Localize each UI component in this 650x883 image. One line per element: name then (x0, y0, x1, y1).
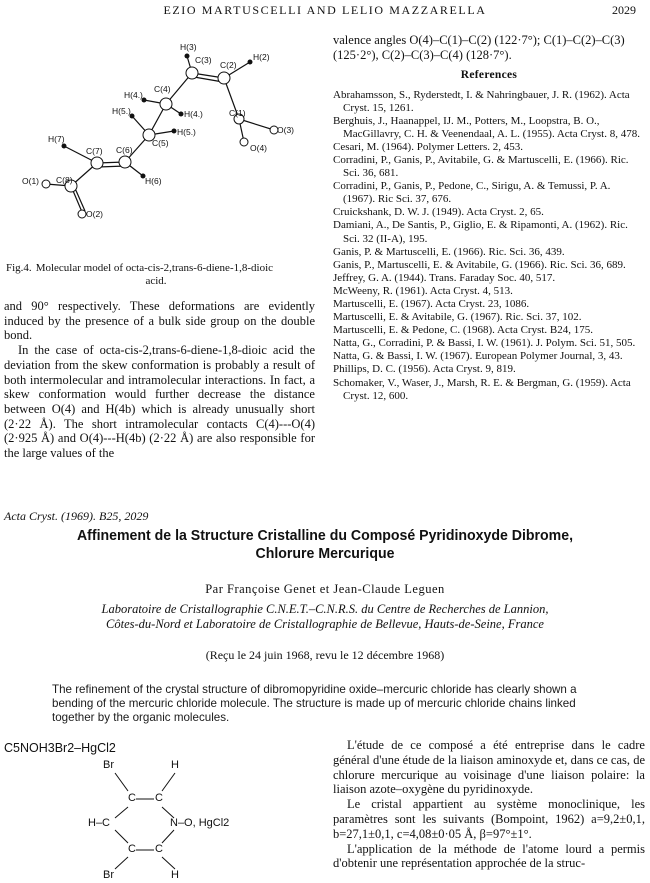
atom-label: H(5.) (177, 127, 196, 137)
paragraph: In the case of octa-cis-2,trans-6-diene-1,8-dioic acid the deviation from the skew conformation is probably a result of both intermolecular and intramolecular interactions. In fact, a skew conformation would further decrease the distance between O(4) and H(4b) which is already unusually short (2·22 Å). The short intramolecular contacts C(4)---O(4) (2·925 Å) and O(4)---H(4b) (2·22 Å) are also responsible for the large values of the (4, 343, 315, 461)
atom-h-top: H (171, 759, 179, 771)
reference-item: Abrahamsson, S., Ryderstedt, I. & Nahringbauer, J. R. (1962). Acta Cryst. 15, 1261. (333, 88, 630, 114)
caption-line: Molecular model of octa-cis-2,trans-6-diene-1,8-dioic (35, 262, 274, 274)
reference-item: Damiani, A., De Santis, P., Giglio, E. & Ripamonti, A. (1962). Ric. Sci. 32 (II-A), 195. (333, 219, 628, 245)
reference-item: Cruickshank, D. W. J. (1949). Acta Cryst. 2, 65. (333, 206, 544, 219)
atom-label: H(4.) (184, 109, 203, 119)
affiliation-line: Laboratoire de Cristallographie C.N.E.T.–C.N.R.S. du Centre de Recherches de Lannion, (101, 602, 549, 616)
atom-label: H(6) (145, 176, 162, 186)
chemical-formula: C5NOH3Br2–HgCl2 (4, 741, 116, 755)
journal-reference: Acta Cryst. (1969). B25, 2029 (4, 509, 149, 523)
page-number: 2029 (612, 3, 636, 17)
atom-label: C(7) (86, 146, 103, 156)
reference-item: Cesari, M. (1964). Polymer Letters. 2, 453. (333, 140, 524, 153)
atom-n-o-hgcl2: N–O, HgCl2 (170, 817, 230, 829)
header-authors: EZIO MARTUSCELLI AND LELIO MAZZARELLA (163, 3, 487, 17)
atom-br-bottom: Br (103, 869, 114, 881)
atom-label: C(5) (152, 138, 169, 148)
molecule-drawing (4, 34, 318, 260)
atom-label: H(7) (48, 134, 65, 144)
figure-caption (6, 262, 306, 288)
article-title (32, 527, 618, 563)
reference-item: Ganis, P. & Martuscelli, E. (1966). Ric. Sci. 36, 439. (333, 245, 565, 258)
reference-item: Phillips, D. C. (1956). Acta Cryst. 9, 819. (333, 363, 516, 376)
references-list (333, 89, 645, 403)
atom-h-bottom: H (171, 869, 179, 881)
reference-item: Martuscelli, E. & Avitabile, G. (1967). Ric. Sci. 37, 102. (333, 311, 582, 324)
atom-br-top: Br (103, 759, 114, 771)
french-body-text (333, 738, 645, 871)
running-header (0, 3, 650, 17)
atom-label: C(3) (195, 55, 212, 65)
title-line: Chlorure Mercurique (255, 545, 395, 562)
affiliation (0, 602, 650, 631)
reference-item: Natta, G., Corradini, P. & Bassi, I. W. (1961). J. Polym. Sci. 51, 505. (333, 337, 636, 350)
reference-item: Martuscelli, E. & Pedone, C. (1968). Acta Cryst. B24, 175. (333, 324, 593, 337)
caption-line: acid. (145, 275, 167, 287)
atom-label: H(4.) (124, 90, 143, 100)
article-byline: Par Françoise Genet et Jean-Claude Leguen (205, 582, 445, 596)
molecular-model-figure (4, 34, 318, 260)
atom-c: C (128, 792, 136, 804)
reference-item: Schomaker, V., Waser, J., Marsh, R. E. & Bergman, G. (1959). Acta Cryst. 12, 600. (333, 376, 631, 402)
abstract: The refinement of the crystal structure of dibromopyridine oxide–mercuric chloride has clearly shown a bending of the mercuric chloride molecule. The structure is made up of mercuric chloride chains linked together by the organic molecules. (52, 683, 577, 724)
atom-label: O(3) (277, 125, 294, 135)
reference-item: Martuscelli, E. (1967). Acta Cryst. 23, 1086. (333, 298, 530, 310)
left-column-text (4, 299, 315, 461)
reference-item: McWeeny, R. (1961). Acta Cryst. 4, 513. (333, 284, 513, 297)
atom-c: C (155, 792, 163, 804)
atom-label: C(4) (154, 84, 171, 94)
affiliation-line: Côtes-du-Nord et Laboratoire de Cristallographie de Bellevue, Hauts-de-Seine, France (106, 616, 544, 631)
reference-item: Corradini, P., Ganis, P., Avitabile, G. & Martuscelli, E. (1966). Ric. Sci. 36, 681. (333, 153, 629, 180)
atom-c: C (155, 843, 163, 855)
paragraph: valence angles O(4)–C(1)–C(2) (122·7°); C(1)–C(2)–C(3) (125·2°), C(2)–C(3)–C(4) (128·7°). (333, 33, 625, 62)
title-line: Affinement de la Structure Cristalline du Composé Pyridinoxyde Dibrome, (76, 527, 574, 544)
atom-label: O(2) (86, 209, 103, 219)
right-column-text (333, 33, 645, 403)
paragraph: Le cristal appartient au système monoclinique, les paramètres sont les suivants (Bompoint, 1962) a=9,2±0,1, b=27,1±0,1, c=4,08±0·05 Å, β=97°±1°. (333, 797, 645, 841)
paragraph: L'application de la méthode de l'atome lourd a permis d'obtenir une représentation approchée de la struc- (333, 841, 645, 871)
atom-label: C(2) (220, 60, 237, 70)
atom-label: C(8) (56, 175, 73, 185)
atom-label: O(4) (250, 143, 267, 153)
reference-item: Ganis, P., Martuscelli, E. & Avitabile, G. (1966). Ric. Sci. 36, 689. (333, 258, 626, 271)
atom-c: C (128, 843, 136, 855)
atom-label: H(2) (253, 52, 270, 62)
atom-label: O(1) (22, 176, 39, 186)
figure-number: Fig.4. (6, 262, 32, 274)
paragraph: L'étude de ce composé a été entreprise dans le cadre général d'une étude de la liaison aminoxyde et, dans ce cas, de chlorure mercurique au voisinage d'une liaison polaire: la liaison azote–oxygène du pyridinoxyde. (333, 738, 645, 797)
reference-item: Berghuis, J., Haanappel, IJ. M., Potters, M., Loopstra, B. O., MacGillavry, C. H. & Veenendaal, A. L. (1955). Acta Cryst. 8, 478. (333, 114, 640, 140)
reference-item: Corradini, P., Ganis, P., Pedone, C., Sirigu, A. & Temussi, P. A. (1967). Ric Sci. 37, 676. (333, 180, 611, 206)
reference-item: Jeffrey, G. A. (1944). Trans. Faraday Soc. 40, 517. (333, 271, 556, 284)
atom-label: H(5.) (112, 106, 131, 116)
reference-item: Natta, G. & Bassi, I. W. (1967). European Polymer Journal, 3, 43. (333, 350, 623, 363)
atom-label: H(3) (180, 42, 197, 52)
paragraph: and 90° respectively. These deformations are evidently induced by the presence of a bulk side group on the double bond. (4, 299, 315, 343)
references-heading: References (460, 69, 518, 81)
received-dates: (Reçu le 24 juin 1968, revu le 12 décembre 1968) (205, 648, 445, 662)
atom-label: C(1) (229, 108, 246, 118)
atom-label: C(6) (116, 145, 133, 155)
atom-h-c: H–C (88, 817, 111, 829)
structure-diagram (70, 758, 250, 883)
